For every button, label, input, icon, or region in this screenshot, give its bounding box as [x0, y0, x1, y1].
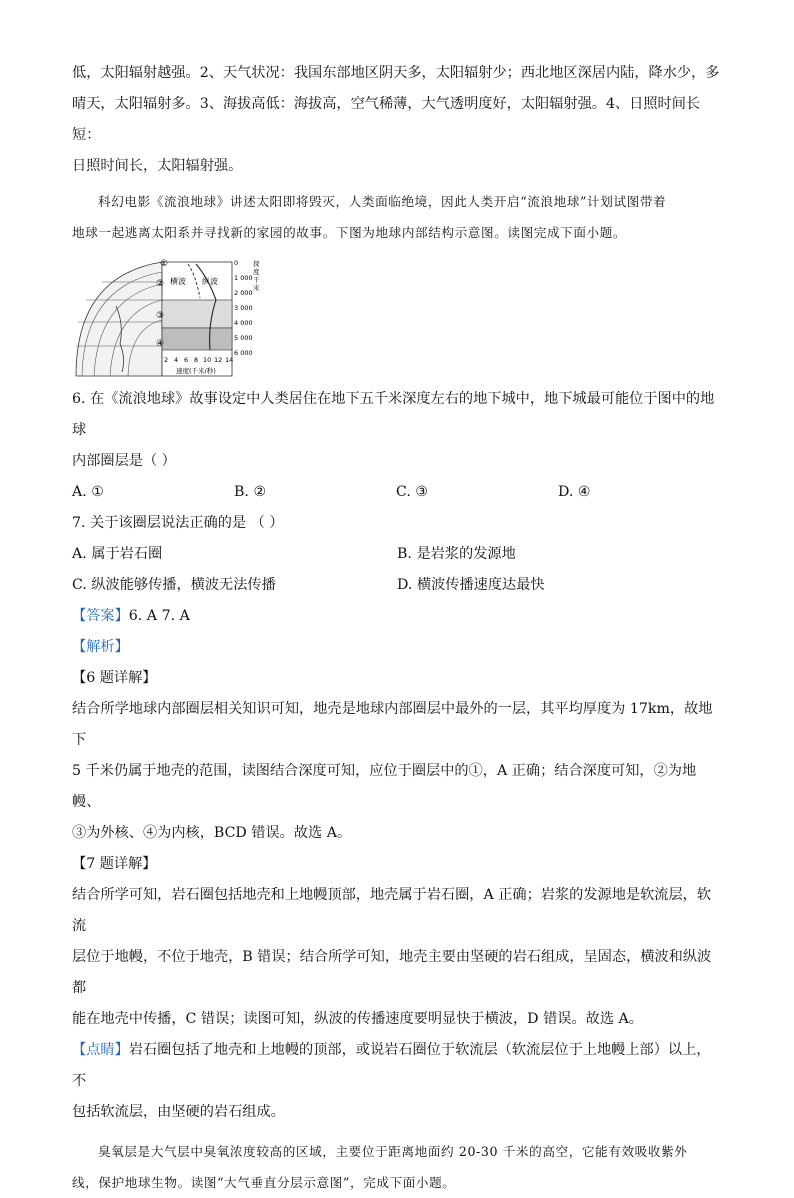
longitudinal-wave-label: 纵波 — [202, 277, 218, 286]
detail7-label: 【7 题详解】 — [72, 856, 157, 872]
q6-stem-line-2: 内部圈层是（ ） — [72, 453, 176, 469]
depth-tick: 1 000 — [234, 274, 253, 282]
depth-label-char: 度 — [253, 268, 260, 276]
speed-tick: 8 — [194, 356, 199, 364]
q6-option-c: C. ③ — [396, 484, 429, 500]
layer-2-marker: ② — [156, 279, 165, 289]
q7-option-d: D. 横波传播速度达最快 — [397, 577, 545, 593]
detail6-line-2: 5 千米仍属于地壳的范围，读图结合深度可知，应位于圈层中的①，A 正确；结合深度可知，②为地幔、 — [72, 763, 697, 810]
answer-line — [72, 601, 722, 632]
detail6-label: 【6 题详解】 — [72, 670, 157, 686]
detail6-line-3: ③为外核、④为内核，BCD 错误。故选 A。 — [72, 825, 352, 841]
layer-3-marker: ③ — [156, 311, 165, 321]
detail7-line-2: 层位于地幔，不位于地壳，B 错误；结合所学可知，地壳主要由坚硬的岩石组成，呈固态，横波和纵波都 — [72, 949, 712, 996]
q7-option-c: C. 纵波能够传播，横波无法传播 — [72, 577, 276, 593]
passage1-line-1: 科幻电影《流浪地球》讲述太阳即将毁灭，人类面临绝境，因此人类开启“流浪地球”计划试图带着 — [98, 194, 667, 209]
depth-tick: 4 000 — [234, 319, 253, 327]
intro-line-2: 晴天，太阳辐射多。3、海拔高低：海拔高，空气稀薄，大气透明度好，太阳辐射强。4、日照时间长短： — [72, 96, 701, 143]
detail6-line-1: 结合所学地球内部圈层相关知识可知，地壳是地球内部圈层中最外的一层，其平均厚度为 17km，故地下 — [72, 701, 713, 748]
highlight-text-1: 岩石圈包括了地壳和上地幔的顶部，或说岩石圈位于软流层（软流层位于上地幔上部）以上，不 — [72, 1042, 711, 1089]
q7-stem: 7. 关于该圈层说法正确的是 （ ） — [72, 515, 284, 531]
layer-4-marker: ④ — [156, 339, 165, 349]
q6-option-a: A. ① — [72, 484, 104, 500]
detail7-line-1: 结合所学可知，岩石圈包括地壳和上地幔顶部，地壳属于岩石圈，A 正确；岩浆的发源地是软流层，软流 — [72, 887, 712, 934]
depth-label-char: 千 — [253, 276, 260, 284]
depth-label-char: 探 — [253, 260, 260, 268]
transverse-wave-label: 横波 — [170, 277, 186, 286]
q7-options-row-2 — [72, 570, 722, 601]
speed-axis-label: 速度(千米/秒) — [176, 367, 216, 375]
q7-option-b: B. 是岩浆的发源地 — [397, 546, 516, 562]
highlight-line-2: 包括软流层，由坚硬的岩石组成。 — [72, 1104, 285, 1120]
depth-tick: 5 000 — [234, 334, 253, 342]
q7-option-a: A. 属于岩石圈 — [72, 546, 163, 562]
highlight-label: 【点睛】 — [72, 1042, 129, 1058]
q6-option-b: B. ② — [234, 484, 267, 500]
speed-tick: 10 — [203, 356, 212, 364]
depth-tick: 3 000 — [234, 304, 253, 312]
q6-option-d: D. ④ — [558, 484, 591, 500]
detail7-line-3: 能在地壳中传播，C 错误；读图可知，纵波的传播速度要明显快于横波，D 错误。故选 A。 — [72, 1011, 643, 1027]
passage1-line-2: 地球一起逃离太阳系并寻找新的家园的故事。下图为地球内部结构示意图。读图完成下面小题。 — [72, 225, 627, 240]
passage2-line-1: 臭氧层是大气层中臭氧浓度较高的区域，主要位于距离地面约 20-30 千米的高空，它能有效吸收紫外 — [98, 1144, 688, 1159]
depth-tick: 6 000 — [234, 349, 253, 357]
analysis-label: 【解析】 — [72, 639, 129, 655]
q7-options-row-1 — [72, 539, 722, 570]
answer-text: 6. A 7. A — [128, 608, 190, 624]
speed-tick: 14 — [225, 356, 234, 364]
speed-tick: 2 — [164, 356, 169, 364]
earth-structure-figure — [72, 254, 722, 382]
layer-1-marker: ① — [160, 259, 169, 269]
q6-stem-line-1: 6. 在《流浪地球》故事设定中人类居住在地下五千米深度左右的地下城中，地下城最可能位于图中的地球 — [72, 391, 715, 438]
document-page — [72, 58, 722, 1198]
analysis-line — [72, 632, 722, 663]
passage2-line-2: 线，保护地球生物。读图“大气垂直分层示意图”，完成下面小题。 — [72, 1175, 456, 1190]
speed-tick: 12 — [214, 356, 223, 364]
speed-tick: 6 — [184, 356, 189, 364]
earth-interior-diagram — [72, 254, 262, 382]
answer-label: 【答案】 — [72, 608, 129, 624]
speed-tick: 4 — [174, 356, 179, 364]
highlight-line-1 — [72, 1035, 722, 1097]
depth-tick: 0 — [234, 259, 239, 267]
intro-line-1: 低，太阳辐射越强。2、天气状况：我国东部地区阴天多，太阳辐射少；西北地区深居内陆，降水少，多 — [72, 65, 720, 81]
q6-options — [72, 477, 722, 508]
depth-label-char: 米 — [253, 284, 260, 292]
depth-tick: 2 000 — [234, 289, 253, 297]
intro-line-3: 日照时间长，太阳辐射强。 — [72, 158, 243, 174]
